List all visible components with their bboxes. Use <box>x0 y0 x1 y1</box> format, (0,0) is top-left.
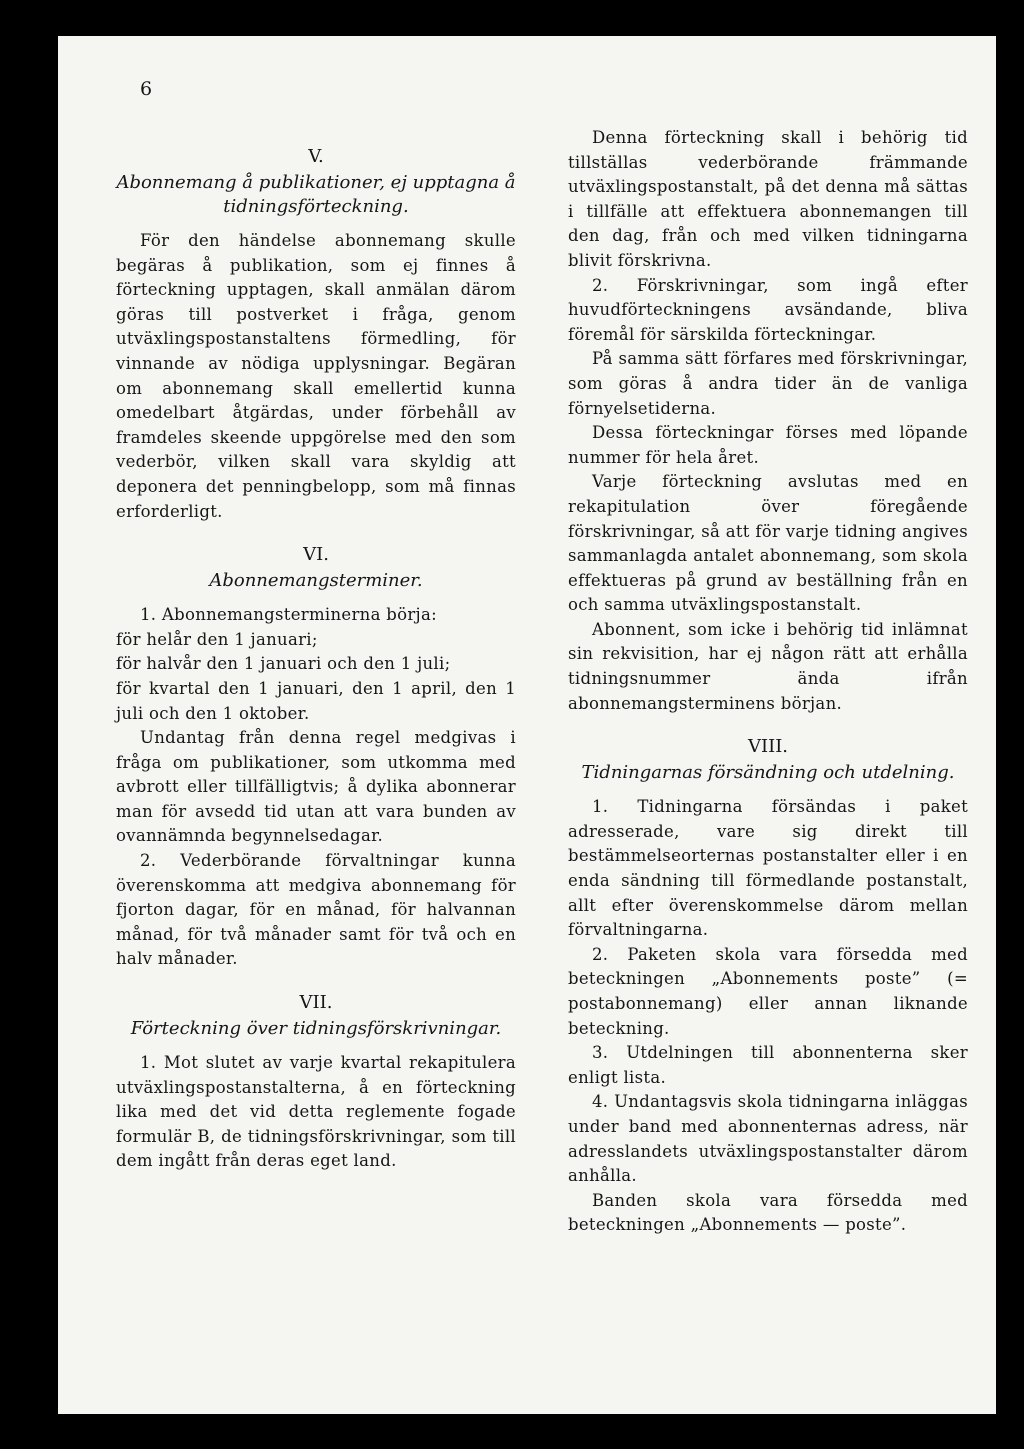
section-viii-paragraph-2: 2. Paketen skola vara försedda med beteckningen „Abonnements poste” (= postabonnemang) eller annan liknande beteckning. <box>568 944 968 1038</box>
section-vi-item-helar: för helår den 1 januari; <box>116 629 318 649</box>
section-vi-paragraph-2: Undantag från denna regel medgivas i fråga om publikationer, som utkomma med avbrott eller tillfälligtvis; å dylika abonnerar man för avsedd tid utan att vara bunden av ovannämnda begynnelsedagar. <box>116 728 516 846</box>
section-vii-heading: VII. <box>299 992 333 1014</box>
section-vii-paragraph-cont-4: Dessa förteckningar förses med löpande nummer för hela året. <box>568 423 968 467</box>
section-v-heading: V. <box>308 146 324 167</box>
section-vi-paragraph-1: 1. Abonnemangsterminerna börja: <box>140 605 437 625</box>
section-vi-item-halvar: för halvår den 1 januari och den 1 juli; <box>116 654 451 674</box>
section-vii-paragraph-cont-6: Abonnent, som icke i behörig tid inlämnat sin rekvisition, har ej någon rätt att erhålla tidningsnummer ända ifrån abonnemangsterminens början. <box>568 619 968 713</box>
section-vi-heading: VI. <box>303 544 329 566</box>
section-v-title: Abonnemang å publikationer, ej upptagna å tidningsförteckning. <box>116 172 516 217</box>
section-viii-paragraph-5: Banden skola vara försedda med beteckningen „Abonnements — poste”. <box>568 1190 968 1235</box>
section-viii-paragraph-1: 1. Tidningarna försändas i paket adresserade, vare sig direkt till bestämmelseorternas postanstalter eller i en enda sändning till förmedlande postanstalt, allt efter överenskommelse därom mellan förvaltningarna. <box>568 797 968 940</box>
section-vii-title: Förteckning över tidningsförskrivningar. <box>130 1018 502 1040</box>
left-column <box>116 146 516 1174</box>
section-viii-paragraph-4: 4. Undantagsvis skola tidningarna inläggas under band med abonnenternas adress, när adresslandets utväxlingspostanstalter därom anhålla. <box>568 1092 968 1186</box>
section-vi-item-kvartal: för kvartal den 1 januari, den 1 april, den 1 juli och den 1 oktober. <box>116 678 516 723</box>
section-viii-heading: VIII. <box>747 736 789 758</box>
section-vii-paragraph-cont-3: På samma sätt förfares med förskrivningar, som göras å andra tider än de vanliga förnyelsetiderna. <box>568 349 968 418</box>
section-vii-paragraph-1: 1. Mot slutet av varje kvartal rekapitulera utväxlingspostanstalterna, å en förteckning lika med det vid detta reglemente fogade formulär B, de tidningsförskrivningar, som till dem ingått från deras eget land. <box>116 1053 516 1171</box>
section-viii-paragraph-3: 3. Utdelningen till abonnenterna sker enligt lista. <box>568 1043 968 1087</box>
section-viii-title: Tidningarnas försändning och utdelning. <box>581 762 955 784</box>
page-number: 6 <box>140 78 153 100</box>
right-column <box>568 126 968 1238</box>
section-v-paragraph: För den händelse abonnemang skulle begäras å publikation, som ej finnes å förteckning upptagen, skall anmälan därom göras till postverket i fråga, genom utväxlingspostanstaltens förmedling, för vinnande av nödiga upplysningar. Begäran om abonnemang skall emellertid kunna omedelbart åtgärdas, under förbehåll av framdeles skeende uppgörelse med den som vederbör, vilken skall vara skyldig att deponera det penningbelopp, som må finnas erforderligt. <box>116 231 516 521</box>
section-vi-title: Abonnemangsterminer. <box>209 570 423 592</box>
document-page <box>58 36 996 1414</box>
section-vii-paragraph-cont-1: Denna förteckning skall i behörig tid tillställas vederbörande främmande utväxlingspostanstalt, på det denna må sättas i tillfälle att effektuera abonnemangen till den dag, från och med vilken tidningarna blivit förskrivna. <box>568 128 968 270</box>
section-vi-paragraph-3: 2. Vederbörande förvaltningar kunna överenskomma att medgiva abonnemang för fjorton dagar, för en månad, för halvannan månad, för två månader samt för två och en halv månader. <box>116 851 516 969</box>
section-vii-paragraph-cont-5: Varje förteckning avslutas med en rekapitulation över föregående förskrivningar, så att för varje tidning angives sammanlagda antalet abonnemang, som skola effektueras på grund av beställning från en och samma utväxlingspostanstalt. <box>568 472 968 615</box>
section-vii-paragraph-cont-2: 2. Förskrivningar, som ingå efter huvudförteckningens avsändande, bliva föremål för särskilda förteckningar. <box>568 275 968 344</box>
